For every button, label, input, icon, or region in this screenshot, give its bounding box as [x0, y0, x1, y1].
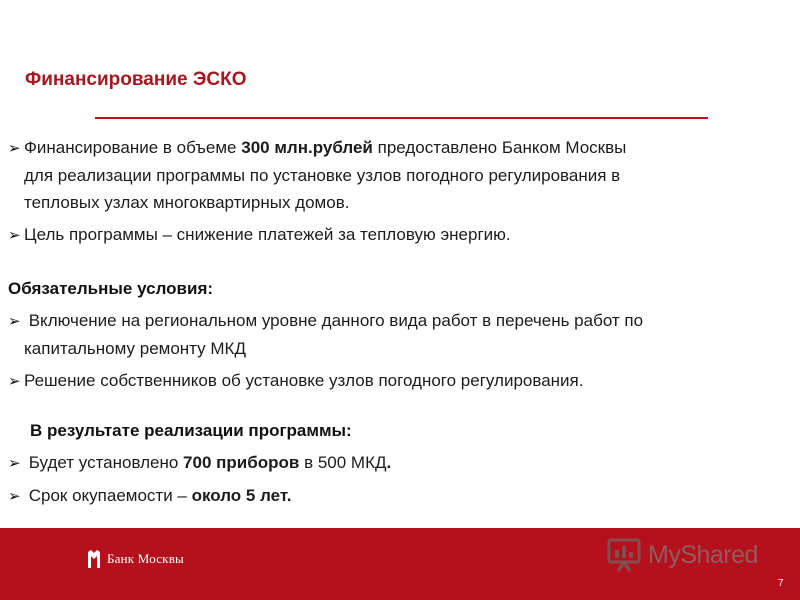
bullet-bold: 700 приборов [183, 453, 300, 472]
results-heading: В результате реализации программы: [30, 421, 352, 440]
bank-logo[interactable] [87, 549, 184, 569]
bullet-text: Финансирование в объеме [24, 138, 242, 157]
bullet-condition-2 [8, 367, 783, 395]
bullet-bold: . [386, 453, 392, 472]
bullet-goal [8, 221, 783, 249]
myshared-watermark[interactable] [606, 536, 758, 574]
bullet-bold: 300 млн.рублей [241, 138, 373, 157]
bullet-text: капитальному ремонту МКД [24, 339, 246, 358]
presentation-board-icon [606, 537, 642, 573]
arrow-bullet-icon: ➢ [8, 373, 21, 390]
slide-title: Финансирование ЭСКО [25, 69, 247, 90]
bank-moskvy-mark-icon [87, 549, 101, 569]
bullet-text: Цель программы – снижение платежей за тепловую энергию. [24, 225, 511, 244]
arrow-bullet-icon: ➢ [8, 227, 21, 244]
slide-content [8, 134, 783, 510]
bullet-bold: около 5 лет. [191, 486, 292, 505]
conditions-heading: Обязательные условия: [8, 279, 214, 298]
arrow-bullet-icon: ➢ [8, 313, 21, 330]
bullet-text: в 500 МКД [299, 453, 387, 472]
bullet-text: тепловых узлах многоквартирных домов. [24, 193, 350, 212]
arrow-bullet-icon: ➢ [8, 488, 21, 505]
bank-name: Банк Москвы [107, 551, 184, 566]
arrow-bullet-icon: ➢ [8, 455, 21, 472]
bullet-financing [8, 134, 783, 216]
bullet-text: Включение на региональном уровне данного вида работ в перечень работ по [24, 311, 644, 330]
bullet-text: Будет установлено [24, 453, 184, 472]
title-underline [95, 117, 708, 119]
page-number: 7 [778, 578, 784, 589]
bullet-text: Срок окупаемости – [24, 486, 192, 505]
bullet-text: Решение собственников об установке узлов погодного регулирования. [24, 371, 584, 390]
bullet-text: предоставлено Банком Москвы [372, 138, 627, 157]
arrow-bullet-icon: ➢ [8, 140, 21, 157]
bullet-result-1 [8, 449, 783, 477]
watermark-text: MyShared [648, 540, 758, 569]
bullet-condition-1 [8, 307, 783, 362]
bullet-text: для реализации программы по установке узлов погодного регулирования в [24, 166, 621, 185]
bullet-result-2 [8, 482, 783, 510]
